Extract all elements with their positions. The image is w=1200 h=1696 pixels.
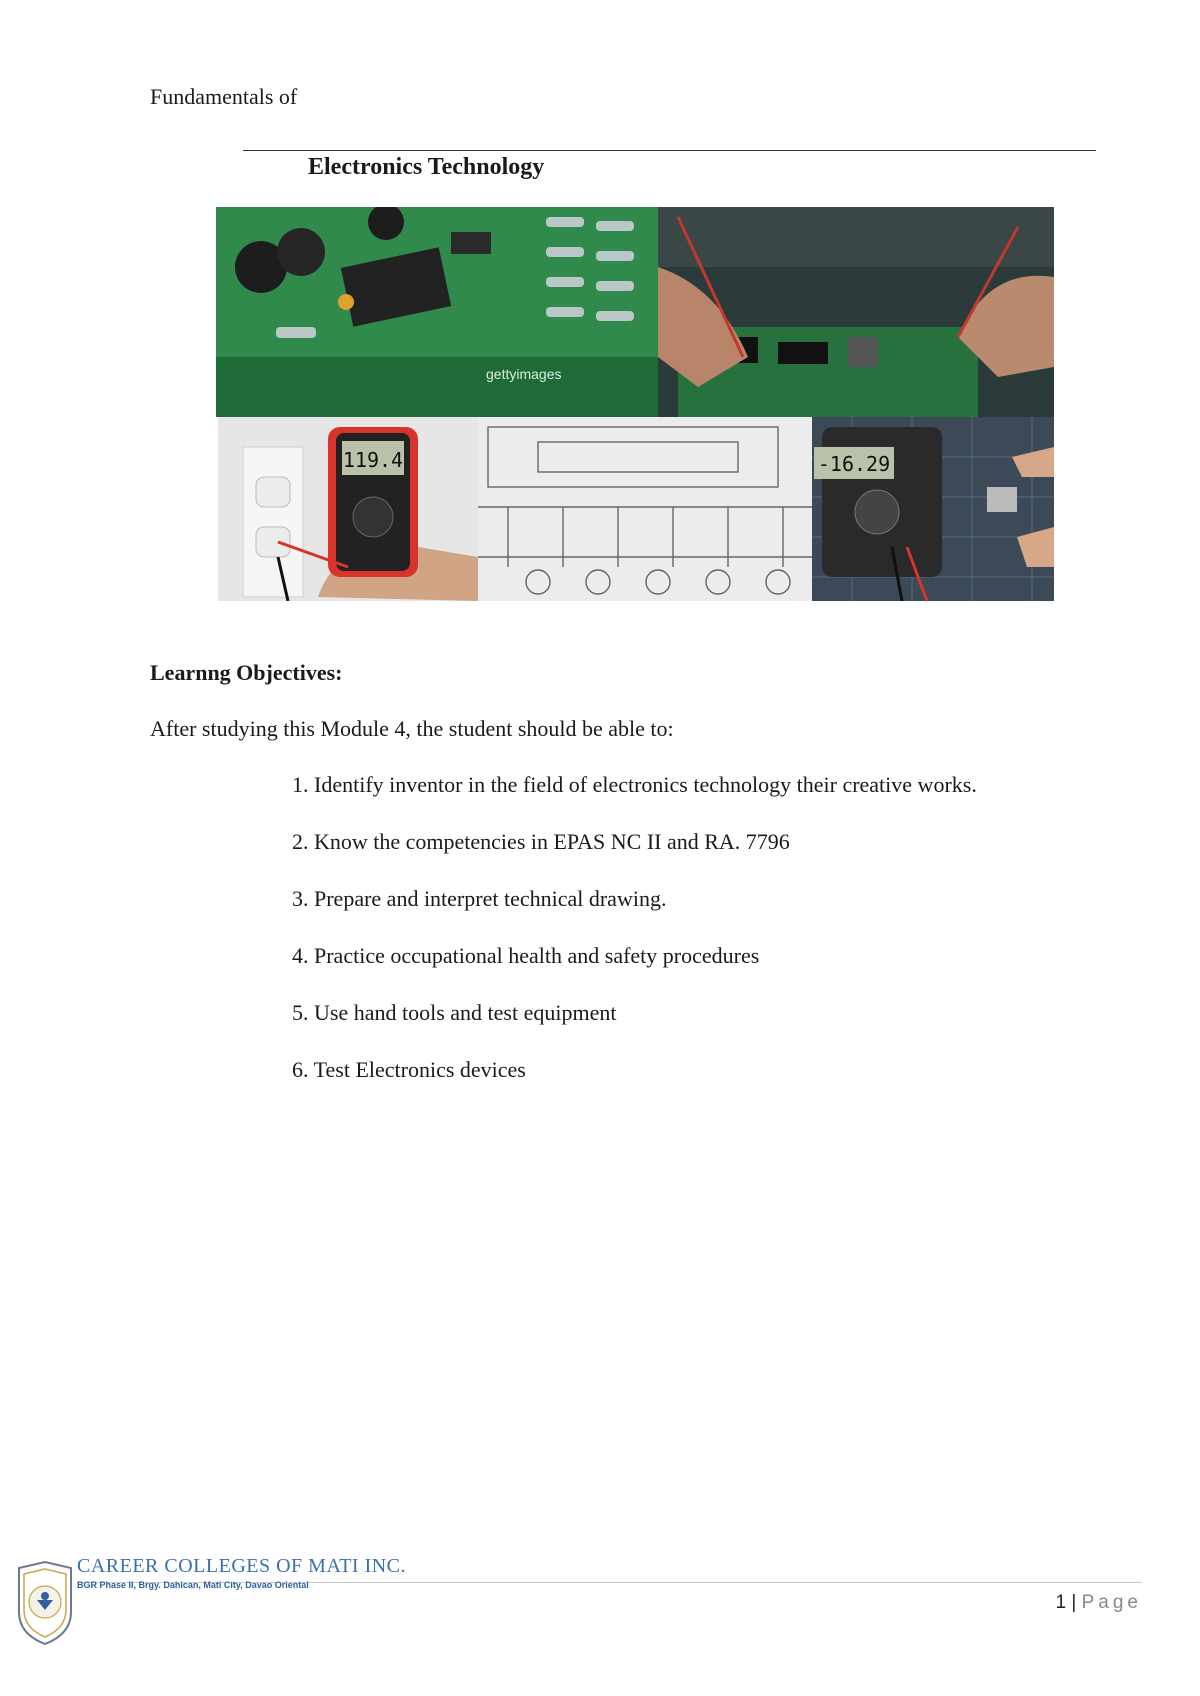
page-word: Page [1081, 1592, 1142, 1613]
objective-item: 4. Practice occupational health and safety procedures [292, 943, 760, 968]
wall-outlet-multimeter-photo [218, 417, 478, 601]
watermark-text: gettyimages [486, 366, 562, 382]
page-number-value: 1 [1055, 1592, 1067, 1613]
page-header-text: Fundamentals of [150, 84, 298, 109]
objectives-heading: Learnng Objectives: [150, 660, 343, 685]
multimeter-reading-1: 119.4 [342, 448, 404, 472]
objectives-list [292, 772, 977, 1114]
title-rule [243, 150, 1096, 151]
objective-item: 2. Know the competencies in EPAS NC II and RA. 7796 [292, 829, 790, 854]
objective-item: 3. Prepare and interpret technical drawing. [292, 886, 667, 911]
school-address: BGR Phase II, Brgy. Dahican, Mati City, Davao Oriental [77, 1580, 309, 1590]
school-name: CAREER COLLEGES OF MATI INC. [77, 1555, 407, 1577]
circuit-board-photo [216, 207, 658, 417]
multimeter-reading-2: -16.29 [817, 452, 891, 476]
objective-item: 6. Test Electronics devices [292, 1057, 526, 1082]
photo-collage [216, 207, 1054, 601]
page-number [1056, 1592, 1142, 1614]
objective-item: 5. Use hand tools and test equipment [292, 1000, 617, 1025]
schematic-drawing-photo [478, 417, 812, 601]
page-number-separator: | [1071, 1592, 1077, 1613]
objectives-intro: After studying this Module 4, the student should be able to: [150, 716, 674, 741]
document-title: Electronics Technology [308, 154, 545, 180]
circuit-repair-photo [658, 207, 1054, 417]
digital-multimeter-photo [812, 417, 1054, 601]
objective-item: 1. Identify inventor in the field of electronics technology their creative works. [292, 772, 977, 797]
school-logo [15, 1560, 75, 1646]
